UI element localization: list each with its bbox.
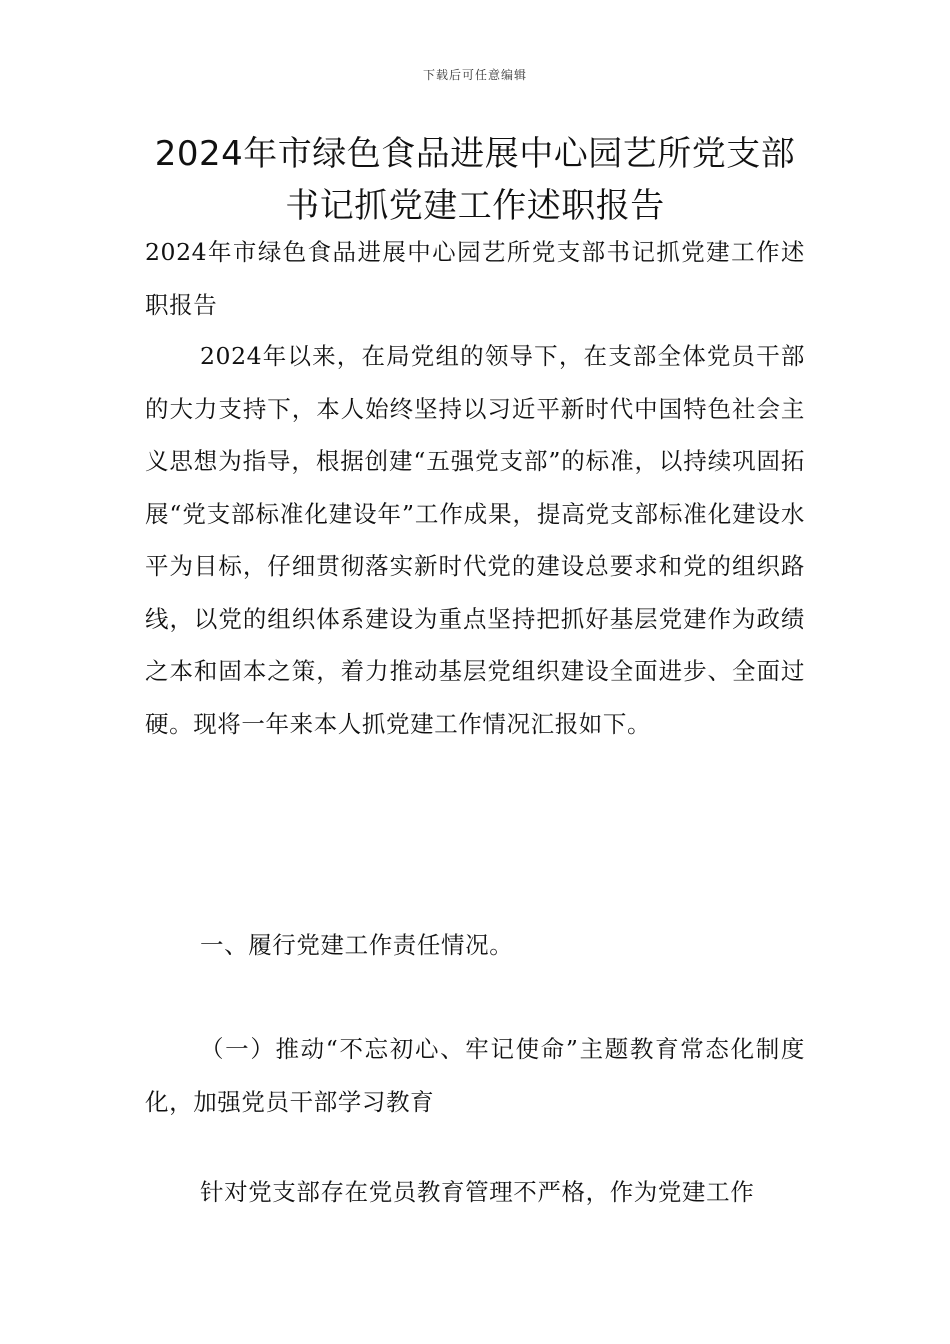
subsection-heading-1: （一）推动“不忘初心、牢记使命”主题教育常态化制度化，加强党员干部学习教育 — [145, 1035, 805, 1116]
section-heading-1: 一、履行党建工作责任情况。 — [200, 931, 514, 959]
document-title-line-1: 2024年市绿色食品进展中心园艺所党支部 — [154, 134, 796, 174]
intro-paragraph: 2024年以来，在局党组的领导下，在支部全体党员干部的大力支持下，本人始终坚持以习近平新时代中国特色社会主义思想为指导，根据创建“五强党支部”的标准，以持续巩固拓展“党支部标准化建设年”工作成果，提高党支部标准化建设水平为目标，仔细贯彻落实新时代党的建设总要求和党的组织路线，以党的组织体系建设为重点坚持把抓好基层党建作为政绩之本和固本之策，着力推动基层党组织建设全面进步、全面过硬。现将一年来本人抓党建工作情况汇报如下。 — [145, 342, 805, 738]
document-title — [120, 128, 830, 232]
document-subtitle: 2024年市绿色食品进展中心园艺所党支部书记抓党建工作述职报告 — [145, 238, 805, 319]
body-paragraph-1: 针对党支部存在党员教育管理不严格，作为党建工作 — [200, 1178, 755, 1206]
header-note: 下载后可任意编辑 — [422, 68, 527, 82]
document-title-line-2: 书记抓党建工作述职报告 — [285, 186, 665, 226]
